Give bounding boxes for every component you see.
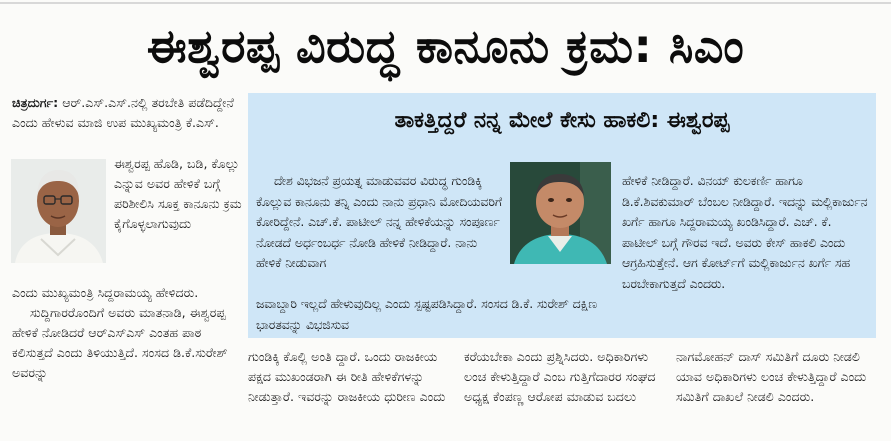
box-right-column	[622, 159, 868, 307]
box-left-text: ದೇಶ ವಿಭಜನೆ ಪ್ರಯತ್ನ ಮಾಡುವವರ ವಿರುದ್ಧ ಗುಂಡಿಕ್ಕಿ ಕೊಲ್ಲುವ ಕಾನೂನು ತನ್ನಿ ಎಂದು ನಾನು ಪ್ರಧಾನಿ ಮೋದಿಯವರಿಗೆ ಕೋರಿದ್ದೇನೆ. ಎಚ್.ಕೆ. ಪಾಟೀಲ್ ನನ್ನ ಹೇಳಿಕೆಯನ್ನು ಸಂಪೂರ್ಣ ನೋಡದೆ ಅರ್ಧಂಬರ್ಧ ನೋಡಿ ಹೇಳಿಕೆ ನೀಡಿದ್ದಾರೆ. ನಾನು ಹೇಳಿಕೆ ನೀಡುವಾಗ	[256, 174, 502, 271]
eshwarappa-photo	[510, 162, 611, 264]
column-1-continued	[12, 283, 244, 383]
headline: ಈಶ್ವರಪ್ಪ ವಿರುದ್ಧ ಕಾನೂನು ಕ್ರಮ: ಸಿಎಂ	[146, 19, 745, 73]
box-subheadline: ತಾಕತ್ತಿದ್ದರೆ ನನ್ನ ಮೇಲೆ ಕೇಸು ಹಾಕಲಿ: ಈಶ್ವರಪ್ಪ	[394, 108, 730, 133]
eshwarappa-portrait-icon	[510, 162, 611, 264]
column-3	[464, 347, 670, 407]
column-2	[248, 347, 460, 407]
column-4-text: ನಾಗಮೋಹನ್ ದಾಸ್ ಸಮಿತಿಗೆ ದೂರು ನೀಡಲಿ ಯಾವ ಅಧಿಕಾರಿಗಳು ಲಂಚ ಕೇಳುತ್ತಿದ್ದಾರೆ ಎಂದು ಸಮಿತಿಗೆ ದಾಖಲೆ ನೀಡಲಿ ಎಂದರು.	[676, 349, 867, 404]
column-3-text: ಕರೆಯಬೇಕಾ ಎಂದು ಪ್ರಶ್ನಿಸಿದರು. ಅಧಿಕಾರಿಗಳು ಲಂಚ ಕೇಳುತ್ತಿದ್ದಾರೆ ಎಂಬ ಗುತ್ತಿಗೆದಾರರ ಸಂಘದ ಅಧ್ಯಕ್ಷ ಕೆಂಪಣ್ಣ ಆರೋಪ ಮಾಡುವ ಬದಲು	[464, 349, 656, 404]
cm-quote-text: ಎಂದು ಮುಖ್ಯಮಂತ್ರಿ ಸಿದ್ದರಾಮಯ್ಯ ಹೇಳಿದರು.	[12, 285, 199, 300]
column-1-paragraph-2: ಸುದ್ದಿಗಾರರೊಂದಿಗೆ ಅವರು ಮಾತನಾಡಿ, ಈಶ್ವರಪ್ಪ ಹೇಳಿಕೆ ನೋಡಿದರೆ ಆರ್‌ಎಸ್‌ಎಸ್ ಎಂತಹ ಪಾಠ ಕಲಿಸುತ್ತದೆ ಎಂದು ತಿಳಿಯುತ್ತಿದೆ. ಸಂಸದ ಡಿ.ಕೆ.ಸುರೇಶ್ ಅವರನ್ನು	[12, 305, 228, 380]
column-4	[676, 347, 876, 407]
dateline: ಚಿತ್ರದುರ್ಗ:	[12, 95, 59, 110]
beside-photo-text: ಈಶ್ವರಪ್ಪ ಹೊಡಿ, ಬಡಿ, ಕೊಲ್ಲು ಎನ್ನುವ ಅವರ ಹೇಳಿಕೆ ಬಗ್ಗೆ ಪರಿಶೀಲಿಸಿ ಸೂಕ್ತ ಕಾನೂನು ಕ್ರಮ ಕೈಗೊಳ್ಳಲಾಗುವುದು	[114, 156, 242, 231]
box-left-column-continued	[256, 282, 610, 348]
column-2-text: ಗುಂಡಿಕ್ಕಿ ಕೊಲ್ಲಿ ಅಂತಿ ದ್ದಾರೆ. ಒಂದು ರಾಜಕೀಯ ಪಕ್ಷದ ಮುಖಂಡರಾಗಿ ಈ ರೀತಿ ಹೇಳಿಕೆಗಳನ್ನು ನೀಡುತ್ತಾರೆ. ಇವರನ್ನು ರಾಜಕೀಯ ಧುರೀಣ ಎಂದು	[248, 349, 446, 404]
box-bottom-text: ಜವಾಬ್ದಾರಿ ಇಲ್ಲದೆ ಹೇಳುವುದಿಲ್ಲ ಎಂದು ಸ್ಪಷ್ಟಪಡಿಸಿದ್ದಾರೆ. ಸಂಸದ ಡಿ.ಕೆ. ಸುರೇಶ್ ದಕ್ಷಿಣ ಭಾರತವನ್ನು ವಿಭಜಿಸುವ	[256, 297, 597, 332]
box-right-text: ಹೇಳಿಕೆ ನೀಡಿದ್ದಾರೆ. ವಿನಯ್ ಕುಲಕರ್ಣಿ ಹಾಗೂ ಡಿ.ಕೆ.ಶಿವಕುಮಾರ್ ಬೆಂಬಲ ನೀಡಿದ್ದಾರೆ. ಇದನ್ನು ಮಲ್ಲಿಕಾರ್ಜುನ ಖರ್ಗೆ ಹಾಗೂ ಸಿದ್ದರಾಮಯ್ಯ ಖಂಡಿಸಿದ್ದಾರೆ. ಎಚ್. ಕೆ. ಪಾಟೀಲ್ ಬಗ್ಗೆ ಗೌರವ ಇದೆ. ಅವರು ಕೇಸ್ ಹಾಕಲಿ ಎಂದು ಆಗ್ರಹಿಸುತ್ತೇನೆ. ಆಗ ಕೋರ್ಟ್‌ಗೆ ಮಲ್ಲಿಕಾರ್ಜುನ ಖರ್ಗೆ ಸಹ ಬರಬೇಕಾಗುತ್ತದೆ ಎಂದರು.	[622, 174, 868, 291]
siddaramaiah-portrait-icon	[11, 159, 106, 263]
column-1-beside-photo	[114, 154, 244, 234]
box-left-column	[256, 159, 504, 286]
intro-text: ಆರ್.ಎಸ್.ಎಸ್.ನಲ್ಲಿ ತರಬೇತಿ ಪಡೆದಿದ್ದೇನೆ ಎಂದು ಹೇಳುವ ಮಾಜಿ ಉಪ ಮುಖ್ಯಮಂತ್ರಿ ಕೆ.ಎಸ್.	[12, 95, 234, 130]
column-1-intro	[12, 93, 244, 133]
siddaramaiah-photo	[11, 159, 106, 263]
